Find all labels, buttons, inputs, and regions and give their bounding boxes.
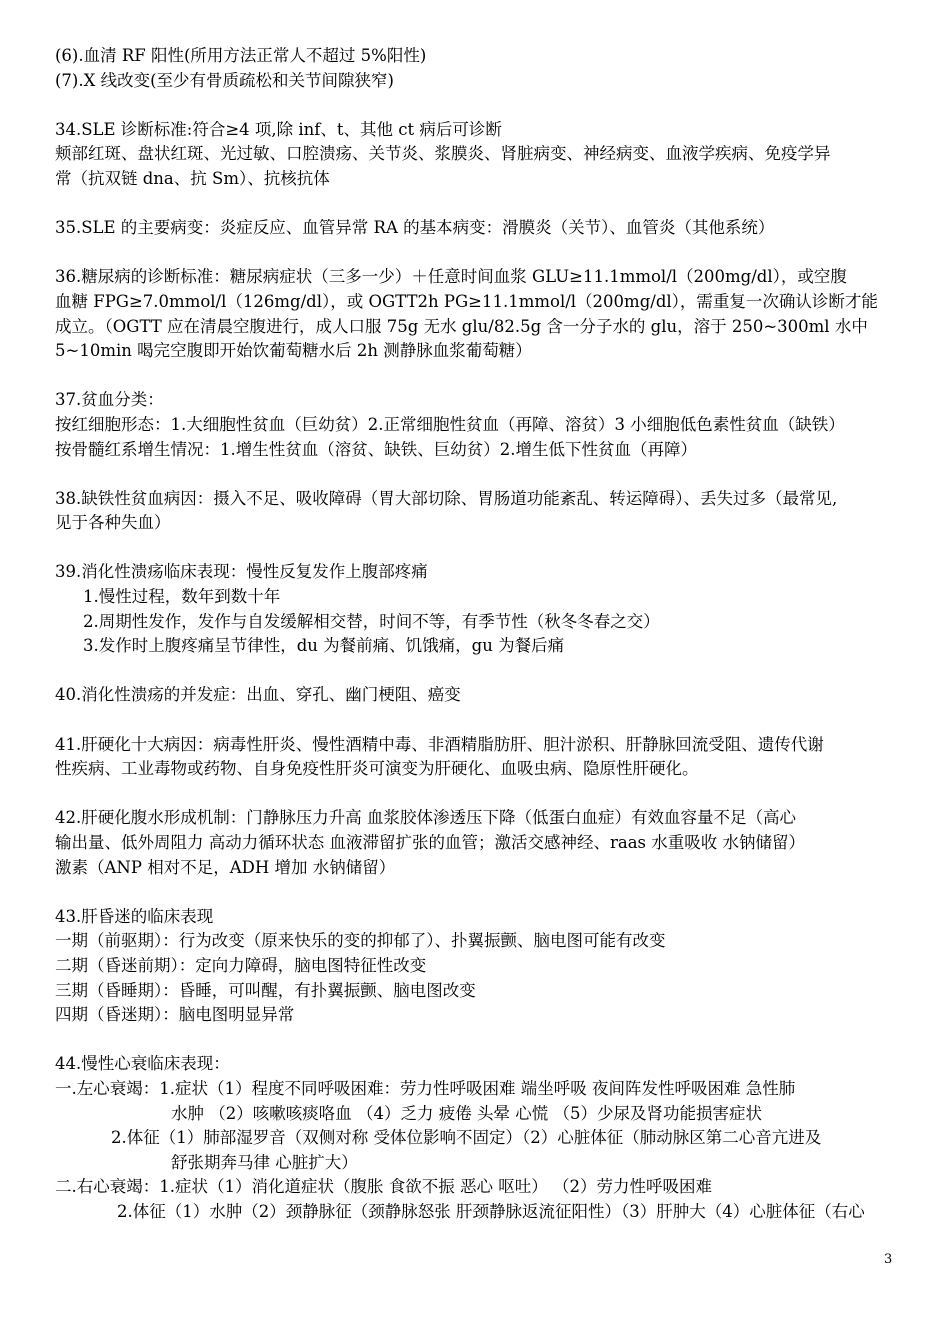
blank-line [55, 241, 903, 266]
list-item: 3.发作时上腹疼痛呈节律性，du 为餐前痛、饥饿痛，gu 为餐后痛 [83, 636, 565, 656]
text-line: 2.体征（1）肺部湿罗音（双侧对称 受体位影响不固定）（2）心脏体征（肺动脉区第二心音亢进及 [111, 1128, 822, 1148]
text-line: (7).X 线改变(至少有骨质疏松和关节间隙狭窄) [55, 70, 394, 90]
blank-line [55, 536, 903, 561]
blank-line [55, 880, 903, 905]
text-line: 激素（ANP 相对不足，ADH 增加 水钠储留） [55, 857, 396, 877]
text-line: 三期（昏睡期）：昏睡，可叫醒，有扑翼振颤、脑电图改变 [55, 980, 476, 1000]
page-body [55, 44, 903, 1225]
text-line: 性疾病、工业毒物或药物、自身免疫性肝炎可演变为肝硬化、血吸虫病、隐原性肝硬化。 [55, 759, 699, 779]
blank-line [55, 1028, 903, 1053]
text-line: 2.体征（1）水肿（2）颈静脉征（颈静脉怒张 肝颈静脉返流征阳性）（3）肝肿大（4）心脏体征（右心 [117, 1201, 865, 1221]
text-line-continued: 舒张期奔马律 心脏扩大） [171, 1152, 358, 1172]
text-line: 二.右心衰竭：1.症状（1）消化道症状（腹胀 食欲不振 恶心 呕吐） （2）劳力性呼吸困难 [55, 1177, 712, 1197]
section-heading-37: 37.贫血分类： [55, 390, 164, 410]
section-heading-42: 42.肝硬化腹水形成机制：门静脉压力升高 血浆胶体渗透压下降（低蛋白血症）有效血容量不足（高心 [55, 808, 796, 828]
list-item: 1.慢性过程，数年到数十年 [83, 587, 281, 607]
blank-line [55, 93, 903, 118]
page-number: 3 [884, 1252, 893, 1267]
text-line: 输出量、低外周阻力 高动力循环状态 血液滞留扩张的血管；激活交感神经、raas 水重吸收 水钠储留） [55, 833, 806, 852]
section-heading-34: 34.SLE 诊断标准:符合≥4 项,除 inf、t、其他 ct 病后可诊断 [55, 119, 502, 139]
section-heading-36: 36.糖尿病的诊断标准：糖尿病症状（三多一少）＋任意时间血浆 GLU≥11.1mmol/l（200mg/dl），或空腹 [55, 267, 847, 287]
text-line: (6).血清 RF 阳性(所用方法正常人不超过 5%阳性) [55, 46, 427, 65]
blank-line [55, 659, 903, 684]
text-line: 颊部红斑、盘状红斑、光过敏、口腔溃疡、关节炎、浆膜炎、肾脏病变、神经病变、血液学疾病、免疫学异 [55, 144, 831, 164]
blank-line [55, 462, 903, 487]
section-heading-44: 44.慢性心衰临床表现： [55, 1054, 230, 1074]
blank-line [55, 708, 903, 733]
text-line: 血糖 FPG≥7.0mmol/l（126mg/dl），或 OGTT2h PG≥11.1mmol/l（200mg/dl），需重复一次确认诊断才能 [55, 291, 878, 311]
text-line: 一.左心衰竭：1.症状（1）程度不同呼吸困难：劳力性呼吸困难 端坐呼吸 夜间阵发性呼吸困难 急性肺 [55, 1078, 796, 1098]
text-line: 常（抗双链 dna、抗 Sm）、抗核抗体 [55, 168, 330, 188]
text-line: 四期（昏迷期）：脑电图明显异常 [55, 1005, 295, 1025]
text-line: 一期（前驱期）：行为改变（原来快乐的变的抑郁了）、扑翼振颤、脑电图可能有改变 [55, 931, 666, 951]
blank-line [55, 364, 903, 389]
section-heading-41: 41.肝硬化十大病因：病毒性肝炎、慢性酒精中毒、非酒精脂肪肝、胆汁淤积、肝静脉回流受阻、遗传代谢 [55, 734, 824, 754]
blank-line [55, 192, 903, 217]
text-line: 见于各种失血） [55, 513, 171, 533]
text-line: 按红细胞形态：1.大细胞性贫血（巨幼贫）2.正常细胞性贫血（再障、溶贫）3 小细胞低色素性贫血（缺铁） [55, 414, 845, 434]
list-item: 2.周期性发作，发作与自发缓解相交替，时间不等，有季节性（秋冬冬春之交） [83, 611, 660, 631]
text-line: 二期（昏迷前期）：定向力障碍，脑电图特征性改变 [55, 955, 427, 975]
section-heading-35: 35.SLE 的主要病变：炎症反应、血管异常 RA 的基本病变：滑膜炎（关节）、血管炎（其他系统） [55, 218, 775, 238]
section-heading-39: 39.消化性溃疡临床表现：慢性反复发作上腹部疼痛 [55, 562, 428, 582]
section-heading-40: 40.消化性溃疡的并发症：出血、穿孔、幽门梗阻、癌变 [55, 685, 461, 705]
text-line: 5~10min 喝完空腹即开始饮葡萄糖水后 2h 测静脉血浆葡萄糖） [55, 341, 532, 361]
text-line: 成立。（OGTT 应在清晨空腹进行，成人口服 75g 无水 glu/82.5g 含一分子水的 glu，溶于 250~300ml 水中 [55, 316, 868, 336]
section-heading-43: 43.肝昏迷的临床表现 [55, 906, 214, 926]
blank-line [55, 782, 903, 807]
text-line-continued: 水肿 （2）咳嗽咳痰咯血 （4）乏力 疲倦 头晕 心慌 （5）少尿及肾功能损害症状 [171, 1103, 762, 1123]
section-heading-38: 38.缺铁性贫血病因：摄入不足、吸收障碍（胃大部切除、胃肠道功能紊乱、转运障碍）、丢失过多（最常见, [55, 488, 838, 508]
text-line: 按骨髓红系增生情况：1.增生性贫血（溶贫、缺铁、巨幼贫）2.增生低下性贫血（再障） [55, 439, 697, 459]
